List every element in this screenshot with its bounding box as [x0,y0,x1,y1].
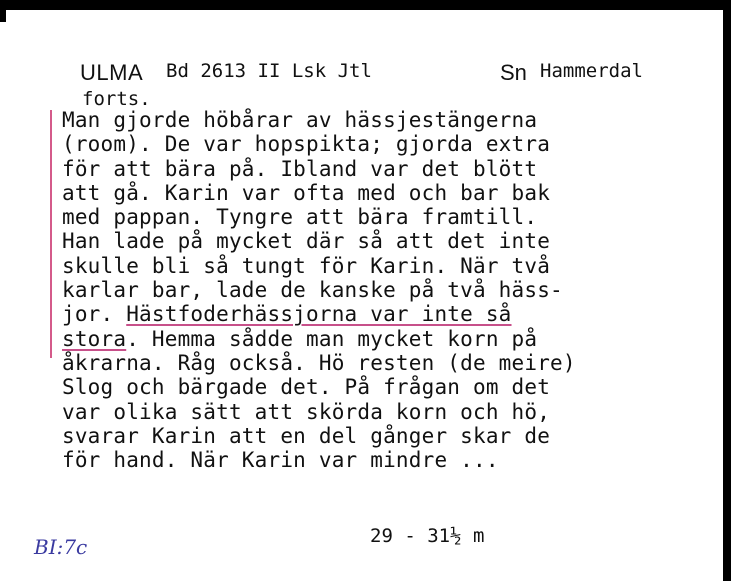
text-line [62,327,717,351]
underlined-word: stora [62,326,127,351]
handwritten-note: BI:7c [34,535,88,559]
card-header [80,60,700,90]
text-line: att gå. Karin var ofta med och bar bak [62,180,551,205]
continued-label: forts. [82,88,151,110]
text-line: (room). De var hopspikta; gjorda extra [62,132,551,157]
text-line: Man gjorde höbårar av hässjestängerna [62,108,538,132]
scan-edge-corner [0,0,6,22]
scan-edge-right [723,0,731,581]
text-line: åkrarna. Råg också. Hö resten (de meire) [62,350,576,375]
parish-label: Sn [500,60,527,85]
text-line [62,302,717,326]
text-line: svarar Karin att en del gånger skar de [62,423,551,448]
card-body [62,108,717,472]
page-reference: 29 - 31½ m [370,525,485,547]
underlined-phrase: Hästfoderhässjorna var inte så [126,302,512,327]
text-line: karlar bar, lade de kanske på två häss- [62,278,563,303]
margin-mark [50,110,52,358]
text-fragment: jor. [62,302,127,327]
text-line: var olika sätt att skörda korn och hö, [62,399,551,424]
text-line: för hand. När Karin var mindre ... [62,448,499,473]
record-code: Bd 2613 II Lsk Jtl [166,60,372,82]
text-line: skulle bli så tungt för Karin. När två [62,253,551,278]
scan-edge-top [0,0,731,10]
text-line: Han lade på mycket där så att det inte [62,229,551,254]
text-line: Slog och bärgade det. På frågan om det [62,375,551,400]
text-fragment: . Hemma sådde man mycket korn på [126,326,538,351]
parish-name: Hammerdal [540,60,643,82]
text-line: för att bära på. Ibland var det blött [62,156,538,181]
text-line: med pappan. Tyngre att bära framtill. [62,205,538,230]
archive-label: ULMA [80,60,144,85]
